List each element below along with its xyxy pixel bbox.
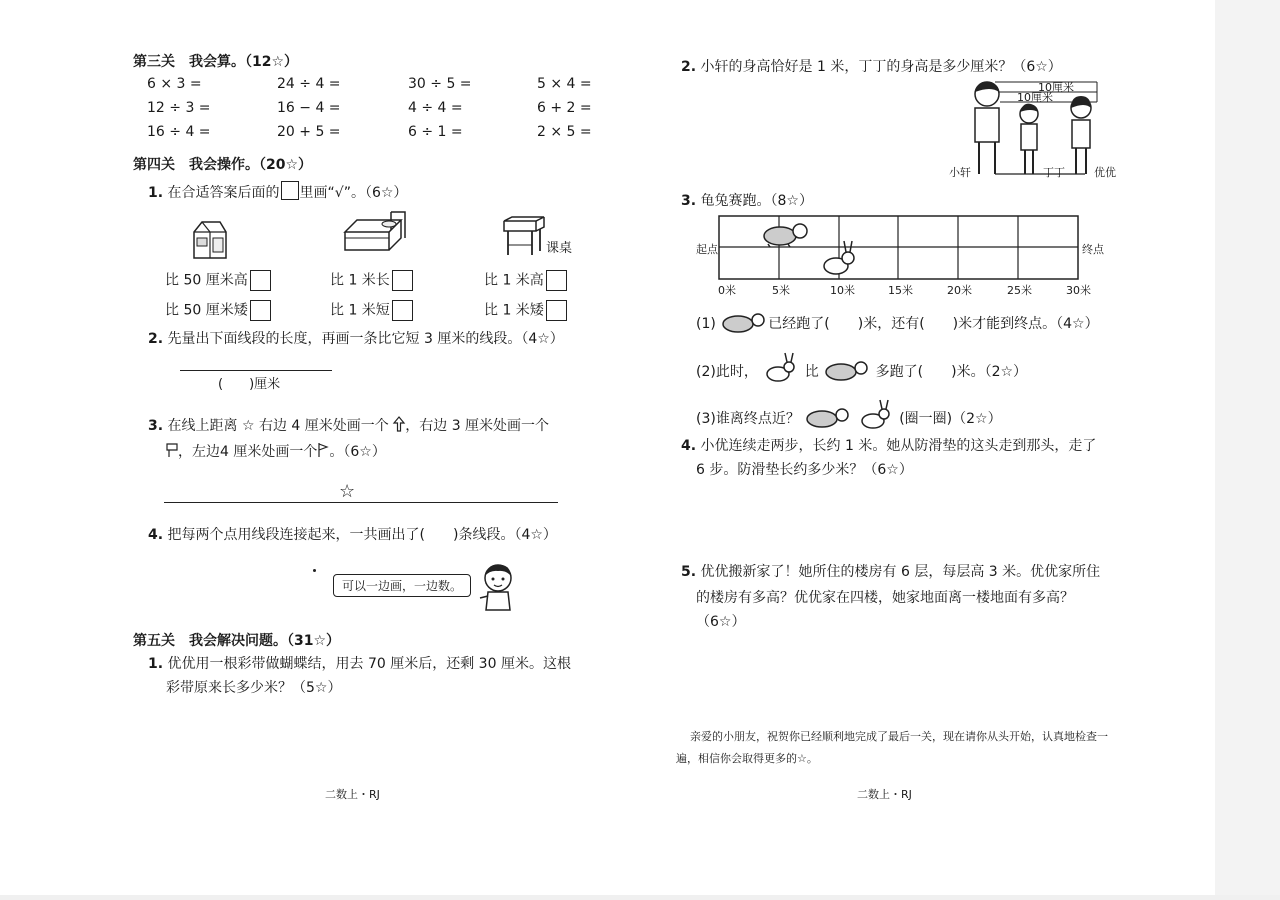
closing-line2: 遍，相信你会取得更多的☆。 — [676, 752, 818, 765]
rabbit-icon — [820, 240, 860, 278]
section4-title: 第四关 我会操作。（20☆） — [133, 157, 313, 173]
calc-item: 16 − 4 = — [277, 100, 341, 116]
tick-label: 20米 — [947, 284, 972, 297]
race-sub2 — [696, 352, 1027, 384]
s5-q1-line2: 彩带原来长多少米？（5☆） — [166, 680, 342, 696]
name-label: 小轩 — [949, 166, 971, 179]
tick-label: 0米 — [718, 284, 736, 297]
r-q3-text: 龟兔赛跑。（8☆） — [700, 193, 813, 209]
speech-bubble: 可以一边画，一边数。 — [333, 574, 471, 597]
option-row — [484, 300, 567, 321]
q3-text: ，左边4 厘米处画一个 — [178, 444, 318, 460]
name-label: 优优 — [1094, 166, 1116, 179]
answer-checkbox[interactable] — [250, 270, 271, 291]
ten-cm-label: 10厘米 — [1017, 91, 1053, 104]
calc-item: 16 ÷ 4 = — [147, 124, 211, 140]
milk-carton-icon — [190, 220, 230, 260]
sub-number: (1) — [696, 316, 716, 332]
calc-item: 6 + 2 = — [537, 100, 592, 116]
calc-item: 30 ÷ 5 = — [408, 76, 472, 92]
s4-q1-prompt — [148, 181, 407, 202]
rabbit-icon[interactable] — [857, 399, 895, 431]
q2-text: 先量出下面线段的长度，再画一条比它短 3 厘米的线段。（4☆） — [167, 331, 564, 347]
page-bottom-shade — [0, 895, 1280, 900]
question-number: 4. — [681, 438, 697, 454]
inline-answer-box-icon — [281, 181, 299, 200]
r-q5-line2: 的楼房有多高？优优家在四楼，她家地面离一楼地面有多高？ — [696, 590, 1074, 606]
option-row — [165, 270, 271, 291]
s4-q3-line2 — [166, 442, 386, 461]
r-q5-line3: （6☆） — [696, 614, 746, 630]
sub-text: (圈一圈)（2☆） — [899, 411, 1002, 427]
draw-line[interactable] — [164, 502, 558, 503]
option-row — [484, 270, 567, 291]
tick-label: 25米 — [1007, 284, 1032, 297]
q2-answer-blank[interactable]: ( )厘米 — [218, 377, 281, 392]
r-q2-text: 小轩的身高恰好是 1 米，丁丁的身高是多少厘米？（6☆） — [700, 59, 1062, 75]
rabbit-icon — [762, 352, 800, 384]
q3-text: 在线上距离 — [167, 418, 238, 434]
question-number: 2. — [148, 331, 164, 347]
calc-item: 24 ÷ 4 = — [277, 76, 341, 92]
sub-text: 多跑了( )米。（2☆） — [875, 364, 1028, 380]
option-label: 比 50 厘米矮 — [165, 302, 248, 319]
sub-text: 已经跑了( )米，还有( )米才能到终点。（4☆） — [768, 316, 1099, 332]
sub-text: 比 — [804, 364, 819, 380]
q1-text-a: 在合适答案后面的 — [167, 185, 280, 201]
section5-title: 第五关 我会解决问题。（31☆） — [133, 633, 341, 649]
signpost-icon — [166, 442, 178, 458]
r-q3-title — [681, 192, 813, 210]
tick-label: 5米 — [772, 284, 790, 297]
s5-q1-text: 优优用一根彩带做蝴蝶结，用去 70 厘米后，还剩 30 厘米。这根 — [167, 656, 571, 672]
sub-text: (2)此时， — [696, 364, 758, 380]
answer-checkbox[interactable] — [392, 270, 413, 291]
answer-checkbox[interactable] — [546, 270, 567, 291]
question-number: 2. — [681, 59, 697, 75]
s4-q3-line1 — [148, 416, 549, 435]
flag-icon — [317, 442, 329, 458]
ten-cm-label: 10厘米 — [1038, 81, 1074, 94]
closing-line1: 亲爱的小朋友，祝贺你已经顺利地完成了最后一关，现在请你从头开始，认真地检查一 — [690, 730, 1108, 743]
option-label: 比 1 米高 — [484, 272, 544, 289]
page-footer: 二数上・RJ — [325, 788, 380, 801]
question-number: 1. — [148, 656, 164, 672]
tortoise-icon — [720, 310, 768, 334]
question-number: 4. — [148, 527, 164, 543]
option-row — [330, 270, 413, 291]
q4-text: 把每两个点用线段连接起来，一共画出了( )条线段。（4☆） — [167, 527, 557, 543]
calc-item: 4 ÷ 4 = — [408, 100, 463, 116]
calc-item: 6 ÷ 1 = — [408, 124, 463, 140]
option-row — [165, 300, 271, 321]
girl-icon — [478, 562, 520, 612]
r-q4-line1 — [681, 437, 1096, 455]
r-q2-prompt — [681, 58, 1062, 76]
desk-icon — [502, 215, 546, 257]
r-q4-text: 小优连续走两步，长约 1 米。她从防滑垫的这头走到那头，走了 — [700, 438, 1097, 454]
option-label: 比 1 米矮 — [484, 302, 544, 319]
q1-text-b: 里画“√”。（6☆） — [299, 185, 408, 201]
s5-q1-line1 — [148, 655, 571, 673]
calc-item: 5 × 4 = — [537, 76, 592, 92]
r-q5-text: 优优搬新家了！她所住的楼房有 6 层，每层高 3 米。优优家所住 — [700, 564, 1101, 580]
arrow-up-icon — [393, 416, 405, 432]
page-footer: 二数上・RJ — [857, 788, 912, 801]
calc-item: 12 ÷ 3 = — [147, 100, 211, 116]
tortoise-icon — [760, 218, 812, 248]
star-icon: ☆ — [241, 418, 255, 434]
tick-label: 15米 — [888, 284, 913, 297]
page-edge-shade — [1215, 0, 1280, 900]
race-sub1 — [696, 310, 1099, 334]
start-label: 起点 — [696, 243, 718, 256]
calc-item: 2 × 5 = — [537, 124, 592, 140]
q3-text: ，右边 3 厘米处画一个 — [405, 418, 550, 434]
section3-title: 第三关 我会算。（12☆） — [133, 54, 299, 70]
question-number: 5. — [681, 564, 697, 580]
tick-label: 10米 — [830, 284, 855, 297]
finish-label: 终点 — [1082, 243, 1104, 256]
star-icon: ☆ — [339, 481, 356, 502]
tick-label: 30米 — [1066, 284, 1091, 297]
option-row — [330, 300, 413, 321]
s4-q4-prompt — [148, 526, 557, 544]
tortoise-icon[interactable] — [804, 405, 852, 429]
bed-icon — [343, 208, 407, 256]
option-label: 比 1 米短 — [330, 302, 390, 319]
q3-text: 右边 4 厘米处画一个 — [258, 418, 389, 434]
q3-text: 。（6☆） — [329, 444, 386, 460]
r-q5-line1 — [681, 563, 1100, 581]
option-label: 比 1 米长 — [330, 272, 390, 289]
measure-segment — [180, 370, 332, 371]
name-label: 丁丁 — [1043, 166, 1065, 179]
sub-text: (3)谁离终点近？ — [696, 411, 800, 427]
s4-q2-prompt — [148, 330, 564, 348]
answer-checkbox[interactable] — [392, 300, 413, 321]
calc-item: 20 + 5 = — [277, 124, 341, 140]
question-number: 3. — [148, 418, 164, 434]
r-q4-line2: 6 步。防滑垫长约多少米？（6☆） — [696, 462, 913, 478]
answer-checkbox[interactable] — [546, 300, 567, 321]
option-label: 比 50 厘米高 — [165, 272, 248, 289]
desk-label: 课桌 — [546, 241, 573, 256]
tortoise-icon — [823, 358, 871, 382]
answer-checkbox[interactable] — [250, 300, 271, 321]
race-sub3 — [696, 399, 1002, 431]
dot — [313, 569, 316, 572]
question-number: 3. — [681, 193, 697, 209]
question-number: 1. — [148, 185, 164, 201]
calc-item: 6 × 3 = — [147, 76, 202, 92]
